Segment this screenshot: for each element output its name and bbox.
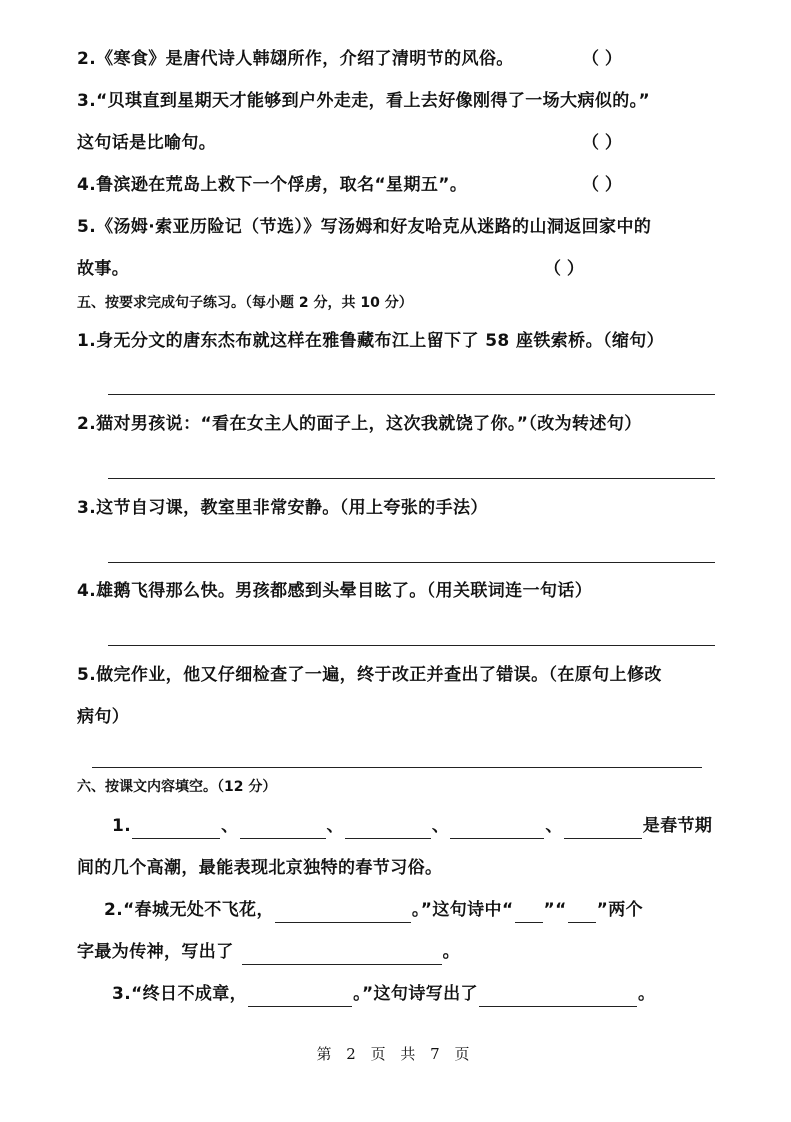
s5-question-4: 4.雄鹅飞得那么快。男孩都感到头晕目眩了。（用关联词连一句话） (77, 581, 593, 601)
s6-question-3 (112, 981, 655, 1007)
s6-q1-number: 1. (112, 816, 132, 836)
s6-q1-separator: 、 (221, 816, 239, 836)
s6-q1-blank-5[interactable] (564, 818, 642, 839)
tf-question-3-line1: 3.“贝琪直到星期天才能够到户外走走，看上去好像刚得了一场大病似的。” (77, 91, 651, 111)
s6-q2-quote-open: “ (501, 900, 514, 920)
s6-q3-start: 3.“终日不成章， (112, 984, 248, 1004)
s6-question-1-line2: 间的几个高潮，最能表现北京独特的春节习俗。 (77, 858, 443, 878)
s6-q1-blank-1[interactable] (132, 818, 220, 839)
s6-question-2-line2 (77, 939, 460, 965)
s6-q2-quote-close: ” (543, 900, 556, 920)
s6-q1-separator: 、 (431, 816, 450, 836)
tf-question-2: 2.《寒食》是唐代诗人韩翃所作，介绍了清明节的风俗。 (77, 49, 514, 69)
s6-question-2-line1 (104, 897, 643, 923)
s6-q2-blank-3[interactable] (568, 902, 596, 923)
s6-q2-tail: 两个 (608, 900, 644, 920)
s6-q1-tail: 是春节期 (642, 816, 713, 836)
s6-q1-blank-4[interactable] (450, 818, 544, 839)
tf-answer-paren-5[interactable]: （ ） (544, 259, 584, 279)
s6-q1-separator: 、 (326, 816, 344, 836)
tf-question-5-line1: 5.《汤姆·索亚历险记（节选）》写汤姆和好友哈克从迷路的山洞返回家中的 (77, 217, 652, 237)
s5-answer-line-4[interactable] (108, 645, 715, 646)
tf-answer-paren-2[interactable]: （ ） (582, 49, 622, 69)
s5-answer-line-5[interactable] (92, 767, 702, 768)
s6-q2-start: 2.“春城无处不飞花， (104, 900, 274, 920)
s5-question-5-line1: 5.做完作业，他又仔细检查了一遍，终于改正并查出了错误。（在原句上修改 (77, 665, 662, 685)
tf-answer-paren-3[interactable]: （ ） (582, 133, 622, 153)
s6-q3-blank-2[interactable] (479, 986, 637, 1007)
s6-q2-quote-close: ” (596, 900, 609, 920)
s5-question-5-line2: 病句） (77, 707, 130, 727)
s6-q2-blank-2[interactable] (515, 902, 543, 923)
s5-question-3: 3.这节自习课，教室里非常安静。（用上夸张的手法） (77, 498, 488, 518)
tf-answer-paren-4[interactable]: （ ） (582, 175, 622, 195)
s5-question-1: 1.身无分文的唐东杰布就这样在雅鲁藏布江上留下了 58 座铁索桥。（缩句） (77, 331, 665, 351)
s6-q2-blank-1[interactable] (275, 902, 411, 923)
section-6-title: 六、按课文内容填空。（12 分） (77, 779, 277, 795)
tf-question-3-line2: 这句话是比喻句。 (77, 133, 217, 153)
s6-q3-end: 。 (637, 984, 656, 1004)
s6-q3-blank-1[interactable] (248, 986, 352, 1007)
s5-question-2: 2.猫对男孩说：“看在女主人的面子上，这次我就饶了你。”（改为转述句） (77, 414, 642, 434)
s6-q1-blank-3[interactable] (345, 818, 431, 839)
s6-q3-mid: 。”这句诗写出了 (353, 984, 478, 1004)
s6-q2-mid: 。”这句诗中 (411, 900, 502, 920)
s5-answer-line-2[interactable] (108, 478, 715, 479)
s6-question-1-line1 (112, 813, 712, 839)
tf-question-5-line2: 故事。 (77, 259, 130, 279)
s6-q2-line2-start: 字最为传神，写出了 (77, 942, 234, 962)
page-footer: 第 2 页 共 7 页 (316, 1045, 475, 1063)
s6-q2-line2-end: 。 (442, 942, 461, 962)
tf-question-4: 4.鲁滨逊在荒岛上救下一个俘虏，取名“星期五”。 (77, 175, 468, 195)
s5-answer-line-3[interactable] (108, 562, 715, 563)
s6-q2-blank-4[interactable] (242, 944, 442, 965)
s5-answer-line-1[interactable] (108, 394, 715, 395)
s6-q1-separator: 、 (545, 816, 563, 836)
s6-q1-blank-2[interactable] (240, 818, 326, 839)
s6-q2-quote-open: “ (555, 900, 567, 920)
section-5-title: 五、按要求完成句子练习。（每小题 2 分，共 10 分） (77, 295, 413, 311)
